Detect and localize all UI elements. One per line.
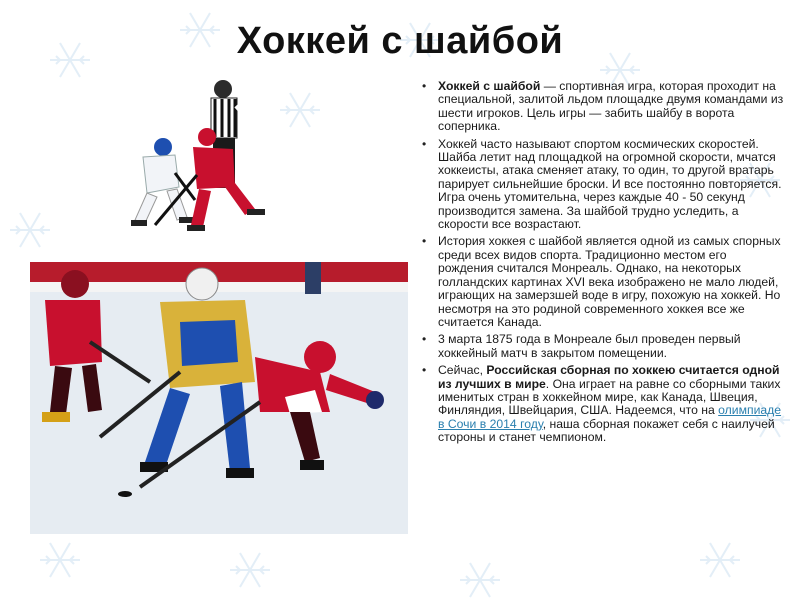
bullet-list bbox=[420, 80, 785, 445]
list-item bbox=[422, 332, 785, 360]
bullet-text: 3 марта 1875 года в Монреале был проведен первый хоккейный матч в закрытом помещении. bbox=[438, 332, 741, 360]
snowflake-icon bbox=[280, 93, 320, 127]
snowflake-icon bbox=[40, 543, 80, 577]
list-item bbox=[422, 234, 785, 329]
bullet-glyph: • bbox=[422, 234, 427, 249]
bullet-bold: Российская сборная по хоккею считается одной из лучших в мире bbox=[438, 363, 780, 391]
bullet-glyph: • bbox=[422, 136, 427, 151]
bullet-text: — спортивная игра, которая проходит на специальной, залитой льдом площадке двумя командами из шести игроков. Цель игры — забить шайбу в ворота соперника. bbox=[438, 79, 784, 134]
snowflake-icon bbox=[10, 213, 50, 247]
list-item bbox=[422, 136, 785, 232]
bullet-lead: Хоккей с шайбой bbox=[438, 79, 541, 93]
puck bbox=[118, 491, 132, 497]
bullet-glyph: • bbox=[422, 79, 427, 93]
text-column bbox=[420, 80, 785, 449]
slide-title: Хоккей с шайбой bbox=[236, 20, 564, 62]
bullet-text-post: , наша сборная покажет себя с наилучей стороны и станет чемпионом. bbox=[438, 416, 775, 445]
snowflake-icon bbox=[460, 563, 500, 597]
background-skater bbox=[305, 262, 321, 294]
faceoff-photo bbox=[95, 75, 280, 245]
bullet-glyph: • bbox=[422, 332, 427, 347]
snowflake-icon bbox=[700, 543, 740, 577]
bullet-text: История хоккея с шайбой является одной из самых спорных среди всех видов спорта. Традиционно местом его рождения считался Монреаль. Однако, на некоторых голландских картинах XVI века изображено не мало людей, играющих на замерзшей воде в игру, похожую на хоккей. Но несмотря на это родиной современного хоккея все же считается Канада. bbox=[438, 234, 781, 329]
white-player-figure bbox=[131, 138, 195, 226]
bullet-glyph: • bbox=[422, 363, 427, 378]
bullet-text-mid: . Она играет на равне со сборными таких именитых стран в хоккейном мире, как Канада, Швеция, Финляндия, Швейцария, США. Надеемся, что на bbox=[438, 376, 781, 418]
list-item bbox=[422, 79, 785, 134]
bullet-text: Хоккей часто называют спортом космических скоростей. Шайба летит над площадкой на огромной скорости, мчатся хоккеисты, атака сменяет атаку, то один, то другой вратарь парирует сильнейшие броски. И все постоянно повторяется. Игра очень утомительна, через каждые 40 - 50 секунд производится замена. За шайбой трудно уследить, а скорости все возрастают. bbox=[438, 136, 782, 232]
olympics-link[interactable]: олимпиаде в Сочи в 2014 году bbox=[438, 403, 782, 431]
list-item bbox=[422, 363, 785, 445]
bullet-text-pre: Сейчас, bbox=[438, 363, 487, 378]
game-action-photo bbox=[30, 262, 408, 534]
snowflake-icon bbox=[230, 553, 270, 587]
